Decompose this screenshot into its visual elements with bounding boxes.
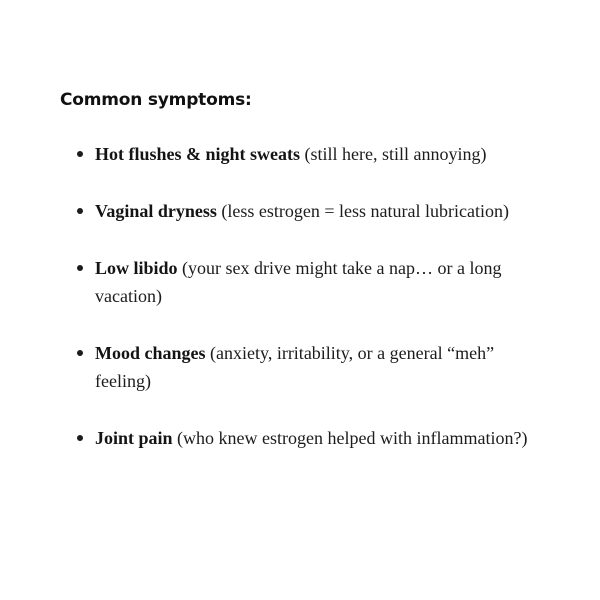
bullet-dot-icon (77, 208, 83, 214)
symptom-detail: (still here, still annoying) (300, 144, 487, 164)
symptom-term: Vaginal dryness (95, 201, 217, 221)
symptom-detail: (less estrogen = less natural lubrication) (216, 201, 509, 221)
symptom-detail: (your sex drive might take a nap… or a long vacation) (95, 258, 502, 306)
symptom-term: Mood changes (95, 343, 206, 363)
symptom-term: Low libido (95, 258, 178, 278)
symptom-list (77, 140, 547, 481)
list-item (77, 140, 547, 168)
bullet-dot-icon (77, 151, 83, 157)
bullet-dot-icon (77, 350, 83, 356)
list-item (77, 339, 547, 395)
list-item (77, 254, 547, 310)
bullet-dot-icon (77, 265, 83, 271)
symptom-term: Joint pain (95, 428, 173, 448)
symptom-term: Hot flushes & night sweats (95, 144, 301, 164)
bullet-dot-icon (77, 435, 83, 441)
list-item (77, 197, 547, 225)
symptom-detail: (anxiety, irritability, or a general “meh” feeling) (95, 343, 495, 391)
list-item (77, 424, 547, 452)
symptom-detail: (who knew estrogen helped with inflammation?) (172, 428, 528, 448)
section-heading: Common symptoms: (60, 90, 252, 110)
